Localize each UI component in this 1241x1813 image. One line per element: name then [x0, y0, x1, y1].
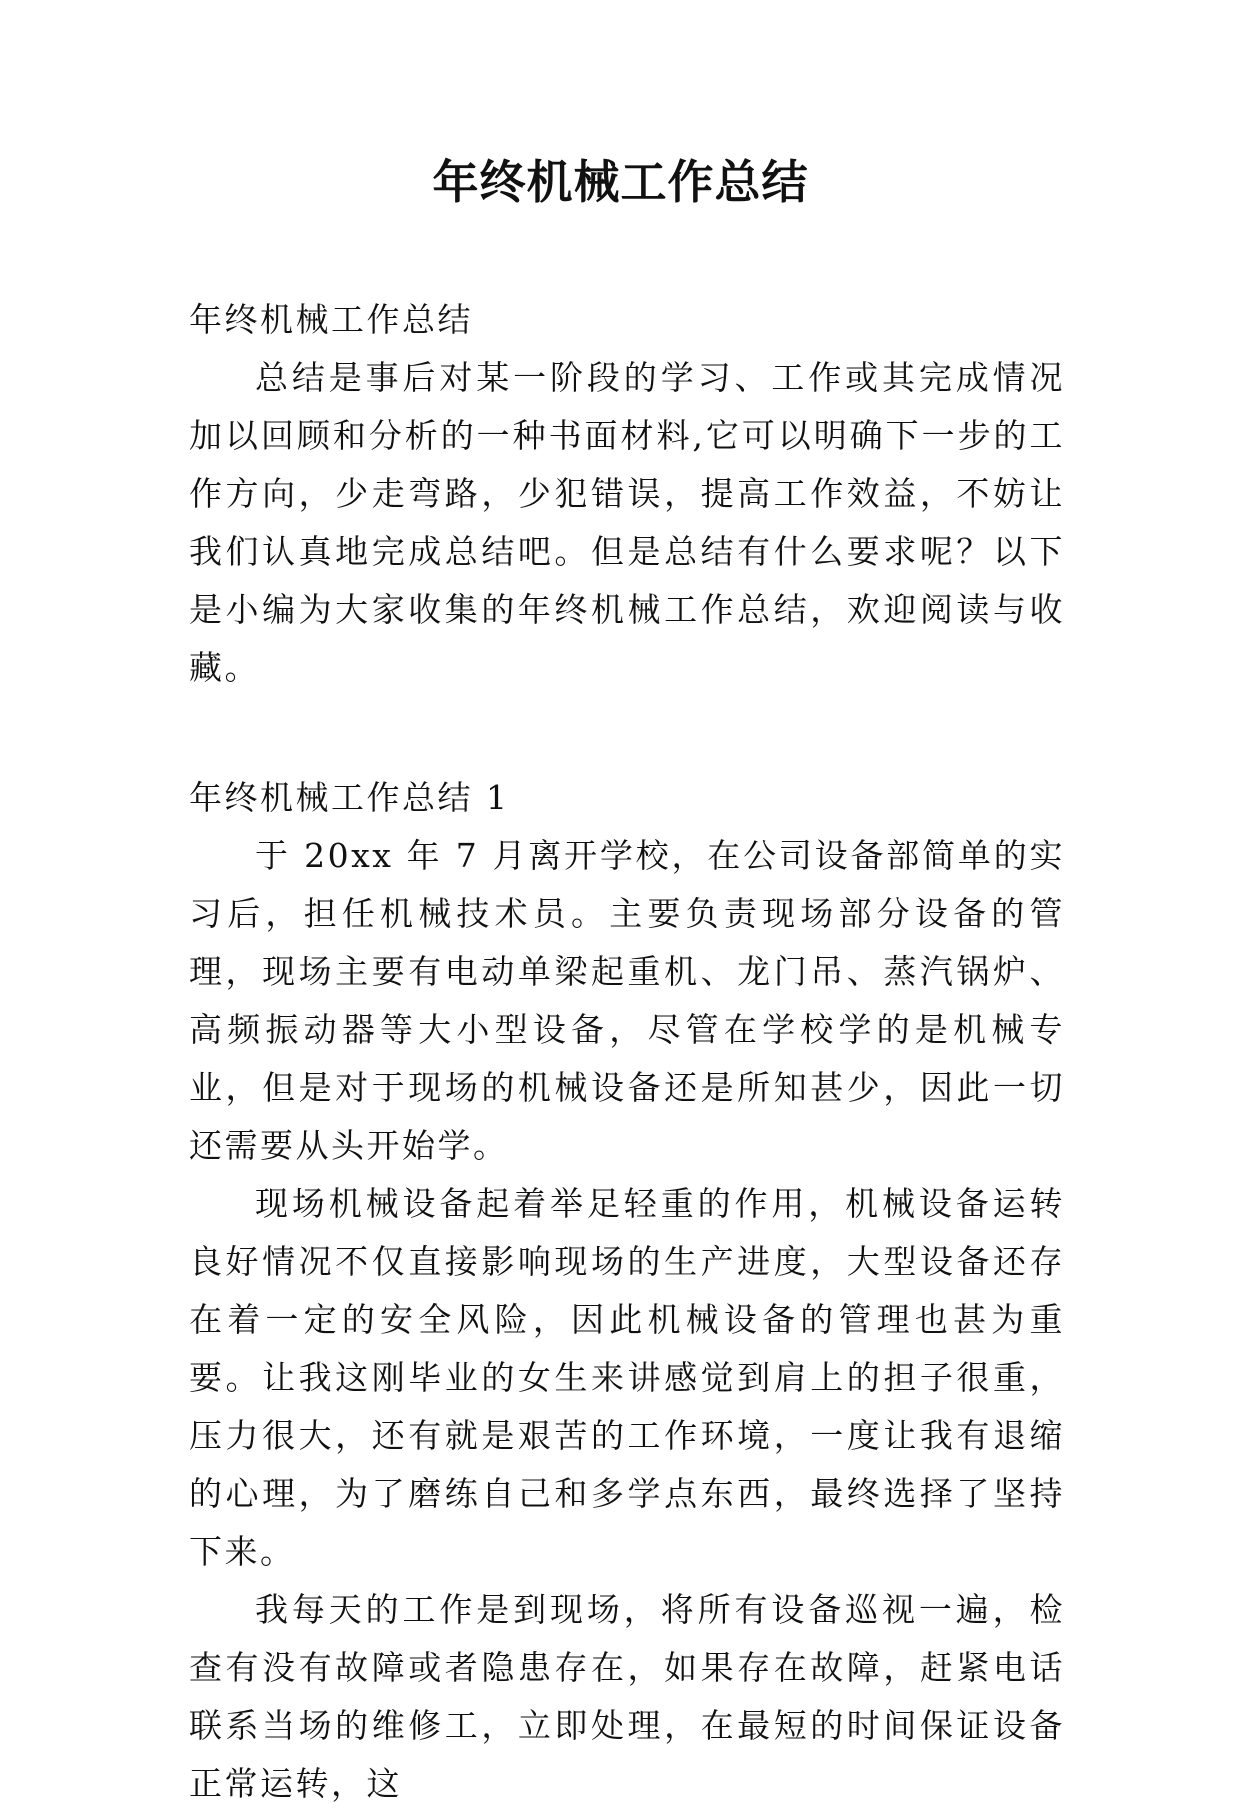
section-spacer [189, 697, 1065, 769]
section-paragraph: 现场机械设备起着举足轻重的作用，机械设备运转良好情况不仅直接影响现场的生产进度，大型设备还存在着一定的安全风险，因此机械设备的管理也甚为重要。让我这刚毕业的女生来讲感觉到肩上的担子很重，压力很大，还有就是艰苦的工作环境，一度让我有退缩的心理，为了磨练自己和多学点东西，最终选择了坚持下来。 [189, 1184, 1065, 1571]
document-body [189, 291, 1065, 1813]
section-paragraph: 于 20xx 年 7 月离开学校，在公司设备部简单的实习后，担任机械技术员。主要负责现场部分设备的管理，现场主要有电动单梁起重机、龙门吊、蒸汽锅炉、高频振动器等大小型设备，尽管在学校学的是机械专业，但是对于现场的机械设备还是所知甚少，因此一切还需要从头开始学。 [189, 836, 1065, 1165]
document-subtitle: 年终机械工作总结 [189, 300, 473, 339]
document-title: 年终机械工作总结 [432, 155, 809, 209]
intro-paragraph: 总结是事后对某一阶段的学习、工作或其完成情况加以回顾和分析的一种书面材料,它可以明确下一步的工作方向，少走弯路，少犯错误，提高工作效益，不妨让我们认真地完成总结吧。但是总结有什么要求呢？以下是小编为大家收集的年终机械工作总结，欢迎阅读与收藏。 [189, 358, 1065, 687]
section-heading: 年终机械工作总结 1 [189, 778, 510, 817]
section-paragraph: 我每天的工作是到现场，将所有设备巡视一遍，检查有没有故障或者隐患存在，如果存在故障，赶紧电话联系当场的维修工，立即处理，在最短的时间保证设备正常运转，这 [189, 1590, 1065, 1803]
